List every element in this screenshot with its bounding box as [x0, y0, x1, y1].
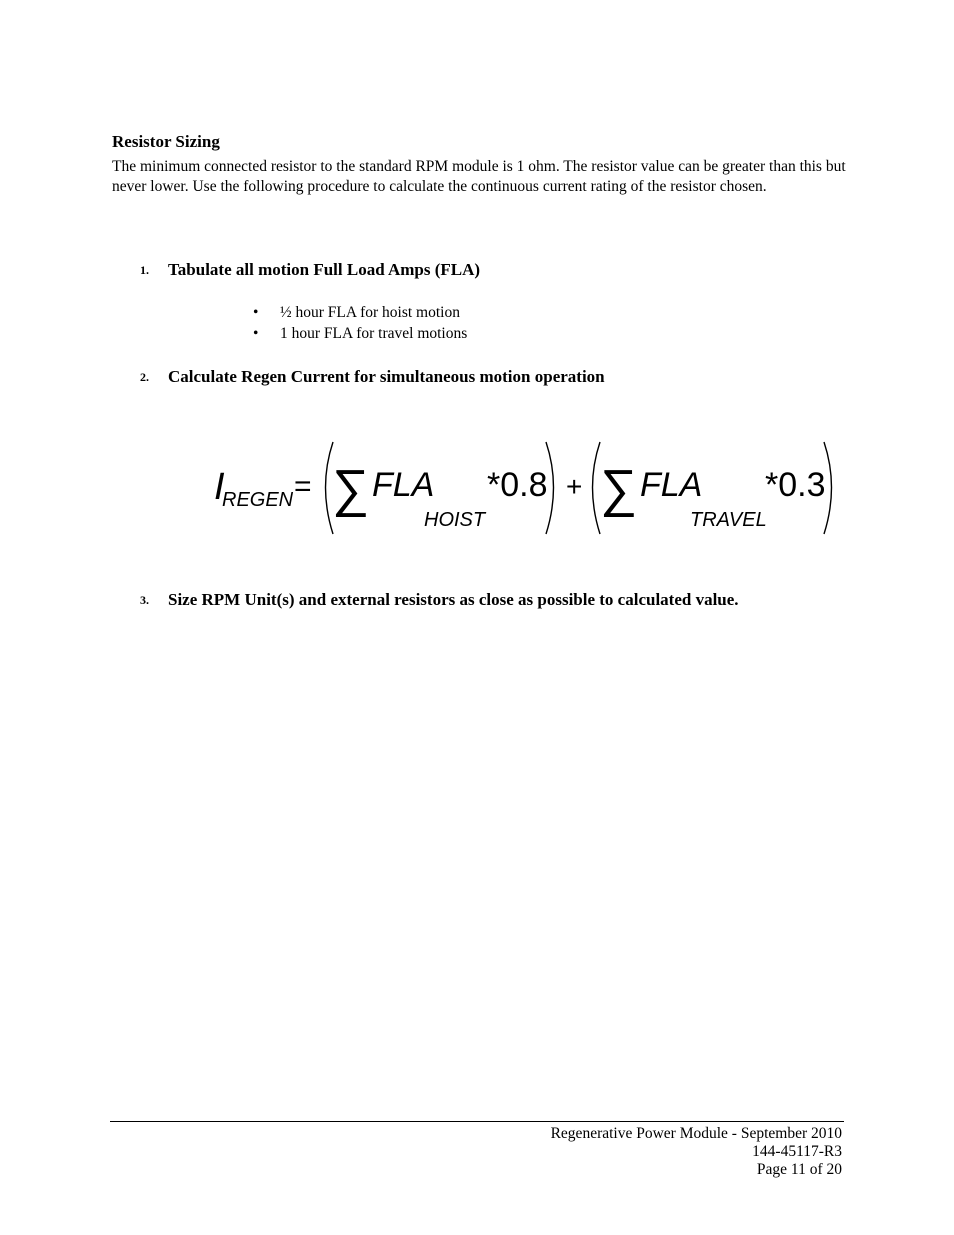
bullet-text: 1 hour FLA for travel motions — [280, 325, 468, 342]
formula-lhs-subscript: REGEN — [222, 489, 294, 511]
bullet-text: ½ hour FLA for hoist motion — [280, 304, 460, 321]
footer-document-number: 144-45117-R3 — [752, 1143, 842, 1160]
intro-paragraph: The minimum connected resistor to the standard RPM module is 1 ohm. The resistor value can be greater than this but never lower. Use the following procedure to calculate the continuous current rating of the resistor chosen. — [112, 158, 846, 195]
step-number: 3. — [140, 593, 149, 607]
step-number: 1. — [140, 263, 149, 277]
formula-lhs-symbol: I — [214, 466, 225, 508]
formula-plus: + — [566, 471, 583, 502]
sum-symbol: ∑ — [600, 460, 638, 518]
step-text: Size RPM Unit(s) and external resistors as close as possible to calculated value. — [168, 590, 739, 609]
footer-document-title: Regenerative Power Module - September 2010 — [550, 1125, 842, 1142]
term2-factor: *0.3 — [765, 466, 826, 504]
term2-subscript: TRAVEL — [690, 509, 767, 531]
footer-page-number: Page 11 of 20 — [756, 1161, 842, 1178]
sum-symbol: ∑ — [332, 460, 370, 518]
left-paren — [593, 442, 601, 534]
formula-equals: = — [294, 470, 312, 503]
footer-divider — [110, 1121, 844, 1122]
bullet-marker: • — [253, 325, 259, 342]
term1-subscript: HOIST — [424, 509, 486, 531]
step-text: Tabulate all motion Full Load Amps (FLA) — [168, 260, 481, 279]
step-number: 2. — [140, 370, 149, 384]
bullet-marker: • — [253, 304, 259, 321]
term1-variable: FLA — [372, 466, 435, 504]
term1-factor: *0.8 — [487, 466, 548, 504]
section-heading: Resistor Sizing — [112, 132, 220, 151]
regen-current-formula — [200, 430, 850, 550]
step-text: Calculate Regen Current for simultaneous motion operation — [168, 367, 605, 386]
term2-variable: FLA — [640, 466, 703, 504]
